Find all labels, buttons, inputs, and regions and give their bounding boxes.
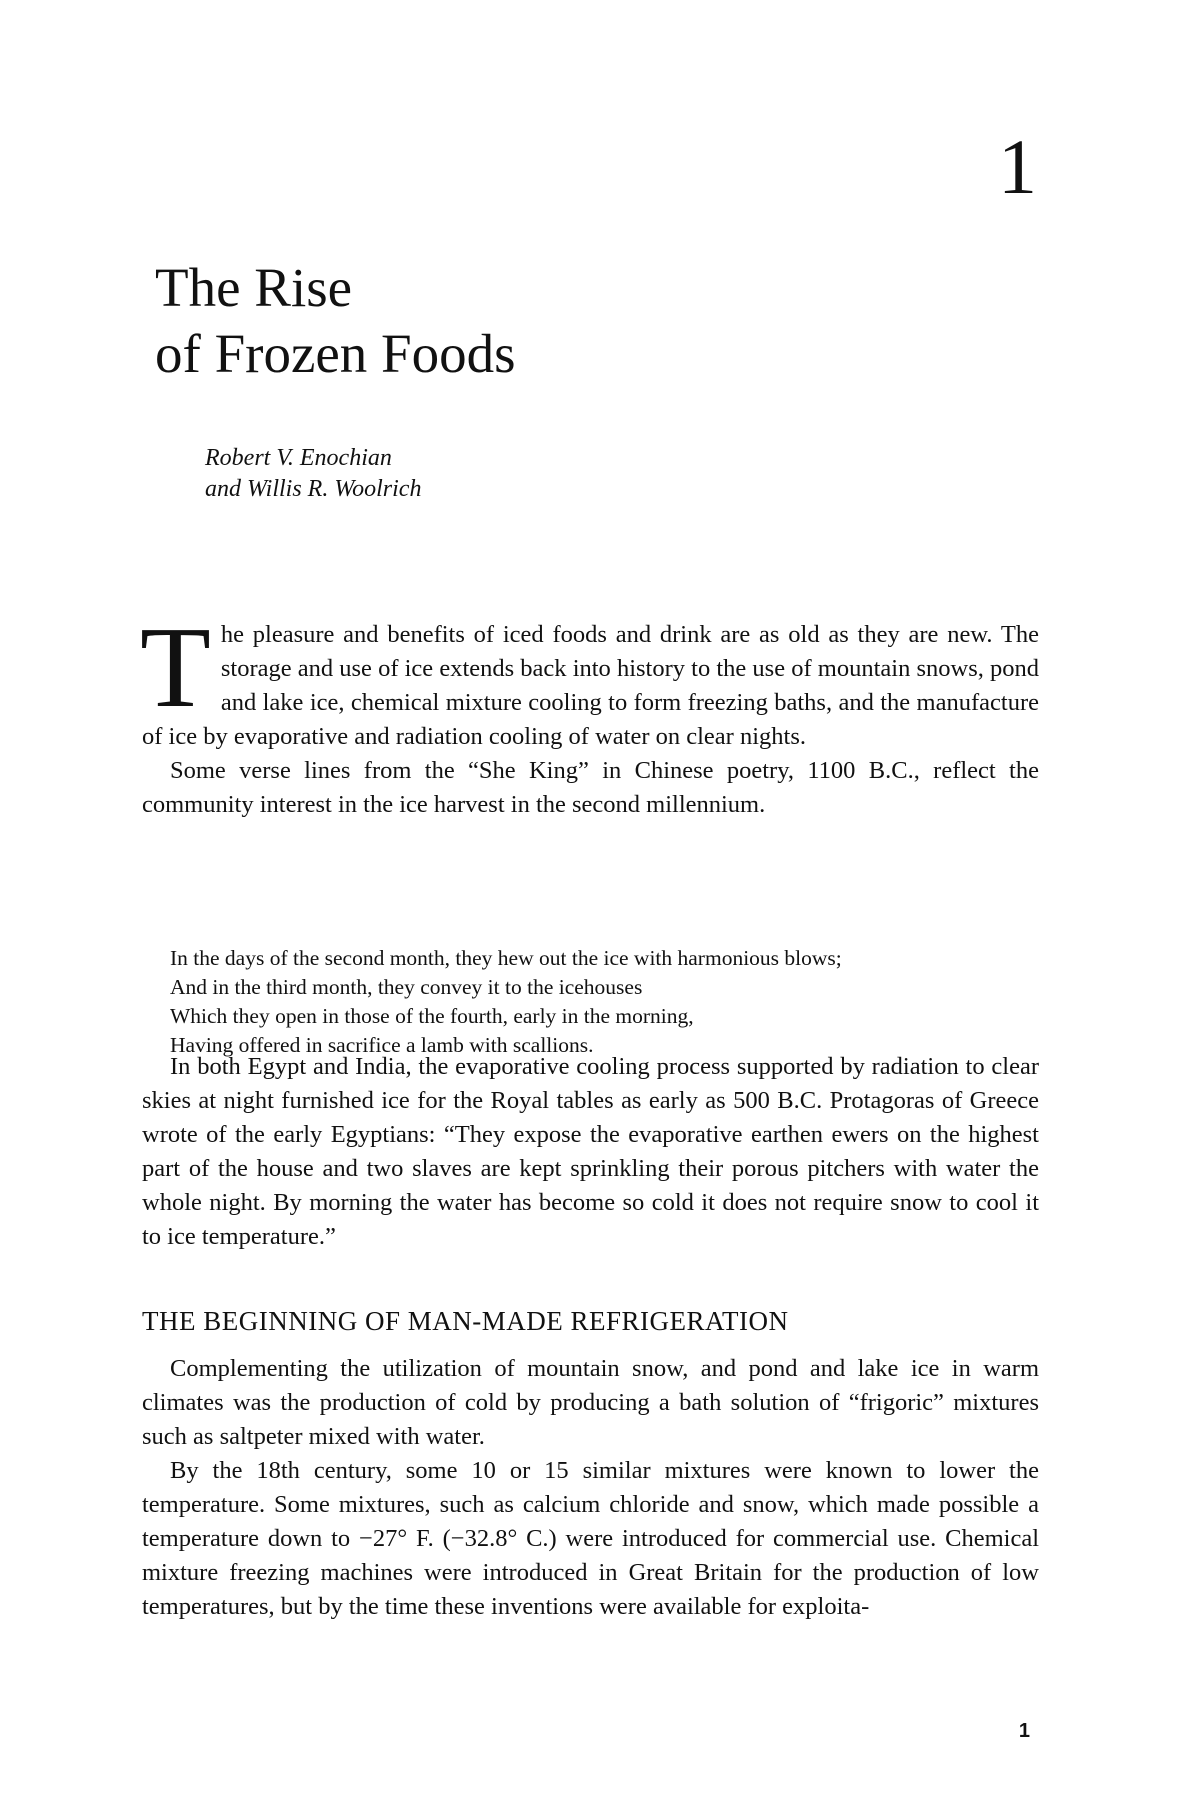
verse-line: And in the third month, they convey it to the icehouses [170, 975, 643, 999]
verse-quotation [170, 944, 842, 1060]
intro-section [140, 604, 1039, 822]
chapter-number: 1 [998, 123, 1037, 210]
author-line-1: Robert V. Enochian [205, 445, 392, 471]
chapter-title [155, 255, 516, 387]
opening-paragraph [140, 604, 1039, 754]
egypt-india-paragraph: In both Egypt and India, the evaporative cooling process supported by radiation to clear skies at night furnished ice for the Royal tables as early as 500 B.C. Protagoras of Greece wrote of the early Egyptians: “They expose the evaporative earthen ewers on the highest part of the house and two slaves are kept sprinkling their porous pitchers with water the whole night. By morning the water has become so cold it does not require snow to cool it to ice temperature.” [142, 1053, 1039, 1250]
she-king-paragraph: Some verse lines from the “She King” in Chinese poetry, 1100 B.C., reflect the community interest in the ice harvest in the second millennium. [142, 757, 1039, 818]
author-line-2: and Willis R. Woolrich [205, 476, 422, 502]
mixtures-paragraph: By the 18th century, some 10 or 15 similar mixtures were known to lower the temperature. Some mixtures, such as calcium chloride and snow, which made possible a temperature down to −27° F. (−32.8° C.) were introduced for commercial use. Chemical mixture freezing machines were introduced in Great Britain for the production of low temperatures, but by the time these inventions were available for exploita- [142, 1457, 1039, 1620]
refrigeration-section [142, 1352, 1039, 1624]
chapter-title-line-1: The Rise [155, 257, 353, 318]
egypt-india-section [142, 1050, 1039, 1254]
page-number: 1 [1018, 1720, 1030, 1742]
verse-line: Having offered in sacrifice a lamb with scallions. [170, 1033, 594, 1057]
verse-line: Which they open in those of the fourth, early in the morning, [170, 1004, 694, 1028]
drop-cap: T [140, 604, 211, 732]
author-byline [205, 443, 421, 505]
chapter-title-line-2: of Frozen Foods [155, 323, 516, 384]
opening-paragraph-text: he pleasure and benefits of iced foods and drink are as old as they are new. The storage and use of ice extends back into history to the use of mountain snows, pond and lake ice, chemical mixture cooling to form freezing baths, and the manufacture of ice by evaporative and radiation cooling of water on clear nights. [142, 621, 1039, 750]
frigoric-paragraph: Complementing the utilization of mountain snow, and pond and lake ice in warm climates was the production of cold by producing a bath solution of “frigoric” mixtures such as saltpeter mixed with water. [142, 1355, 1039, 1450]
verse-line: In the days of the second month, they hew out the ice with harmonious blows; [170, 946, 842, 970]
section-heading: THE BEGINNING OF MAN-MADE REFRIGERATION [142, 1306, 789, 1336]
